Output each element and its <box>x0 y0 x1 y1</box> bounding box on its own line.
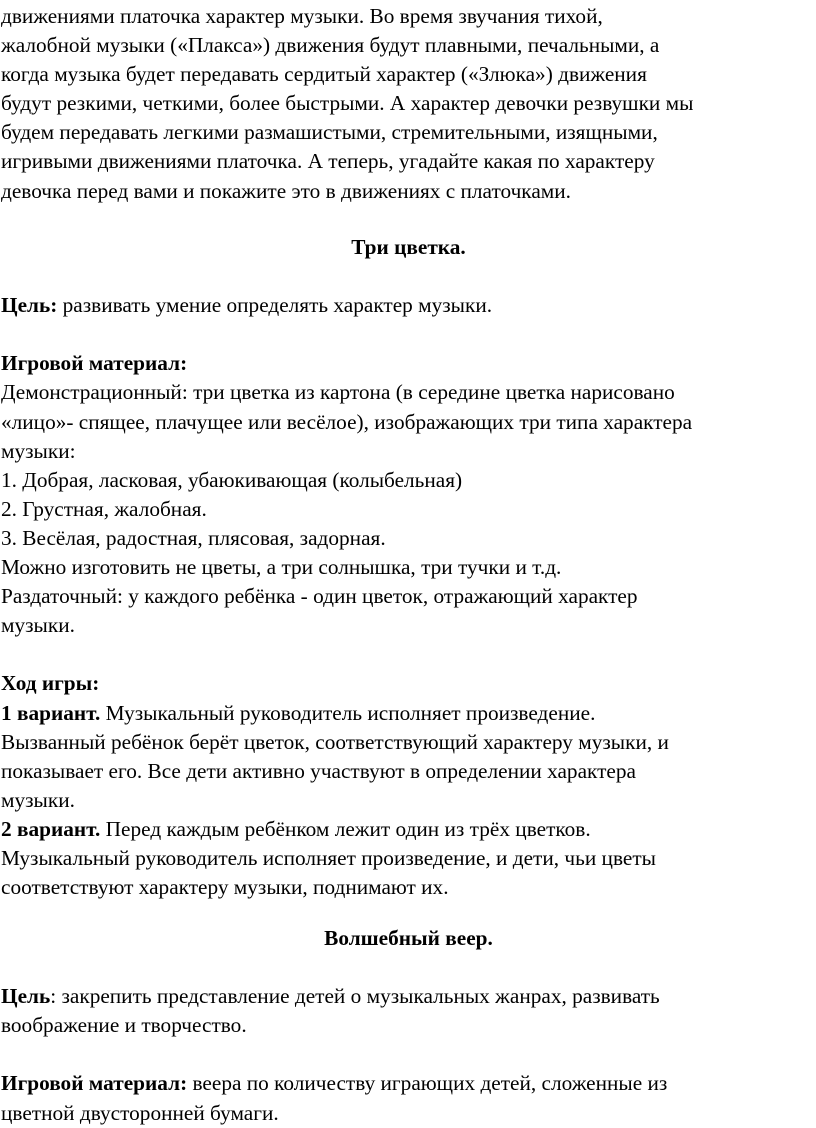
goal-line <box>0 291 816 320</box>
variant-2-line: Музыкальный руководитель исполняет произведение, и дети, чьи цветы <box>1 845 656 870</box>
goal-line: Цель: закрепить представление детей о музыкальных жанрах, развивать <box>1 984 660 1009</box>
goal-label: Цель <box>1 984 51 1009</box>
section-title: Три цветка. <box>351 235 466 259</box>
variant-2-line: соответствуют характеру музыки, поднимают их. <box>1 875 449 900</box>
variant-1-line: показывает его. Все дети активно участвуют в определении характера <box>1 758 636 783</box>
material-line: музыки: <box>1 438 76 463</box>
intro-line: когда музыка будет передавать сердитый характер («Злюка») движения <box>1 62 647 87</box>
variant-2-line: 2 вариант. Перед каждым ребёнком лежит один из трёх цветков. <box>1 816 591 841</box>
section-title: Волшебный веер. <box>324 926 493 950</box>
material-line: 2. Грустная, жалобная. <box>1 496 207 521</box>
variant-1-line: 1 вариант. Музыкальный руководитель исполняет произведение. <box>1 700 596 725</box>
intro-line: будем передавать легкими размашистыми, стремительными, изящными, <box>1 120 658 145</box>
intro-line: будут резкими, четкими, более быстрыми. А характер девочки резвушки мы <box>1 91 694 116</box>
variant-1-label: 1 вариант. <box>1 700 101 725</box>
material-line: 3. Весёлая, радостная, плясовая, задорная. <box>1 525 386 550</box>
goal-label: Цель: <box>1 293 58 318</box>
material-line: музыки. <box>1 613 75 638</box>
material-line: «лицо»- спящее, плачущее или весёлое), изображающих три типа характера <box>1 409 693 434</box>
intro-line: девочка перед вами и покажите это в движениях с платочками. <box>1 178 571 203</box>
material-label: Игровой материал: <box>1 1071 188 1096</box>
material-line: Можно изготовить не цветы, а три солнышка, три тучки и т.д. <box>1 555 562 580</box>
intro-paragraph <box>0 2 816 206</box>
material-line: цветной двусторонней бумаги. <box>1 1100 279 1125</box>
goal-text: развивать умение определять характер музыки. <box>57 293 493 318</box>
variant-1-line: музыки. <box>1 787 75 812</box>
intro-line: движениями платочка характер музыки. Во время звучания тихой, <box>1 4 603 28</box>
variant-2-label: 2 вариант. <box>1 816 101 841</box>
material-heading: Игровой материал: <box>1 351 188 376</box>
material-line: Игровой материал: веера по количеству играющих детей, сложенные из <box>1 1071 668 1096</box>
intro-line: игривыми движениями платочка. А теперь, угадайте какая по характеру <box>1 149 655 174</box>
variant-1-line: Вызванный ребёнок берёт цветок, соответствующий характеру музыки, и <box>1 729 669 754</box>
material-line: 1. Добрая, ласковая, убаюкивающая (колыбельная) <box>1 467 463 492</box>
goal-line: воображение и творчество. <box>1 1013 247 1038</box>
section-three-flowers <box>0 233 816 902</box>
section-magic-fan <box>0 924 816 1128</box>
course-heading: Ход игры: <box>1 671 100 696</box>
intro-line: жалобной музыки («Плакса») движения будут плавными, печальными, а <box>1 33 660 58</box>
material-line: Раздаточный: у каждого ребёнка - один цветок, отражающий характер <box>1 584 638 609</box>
material-line: Демонстрационный: три цветка из картона (в середине цветка нарисовано <box>1 380 675 405</box>
